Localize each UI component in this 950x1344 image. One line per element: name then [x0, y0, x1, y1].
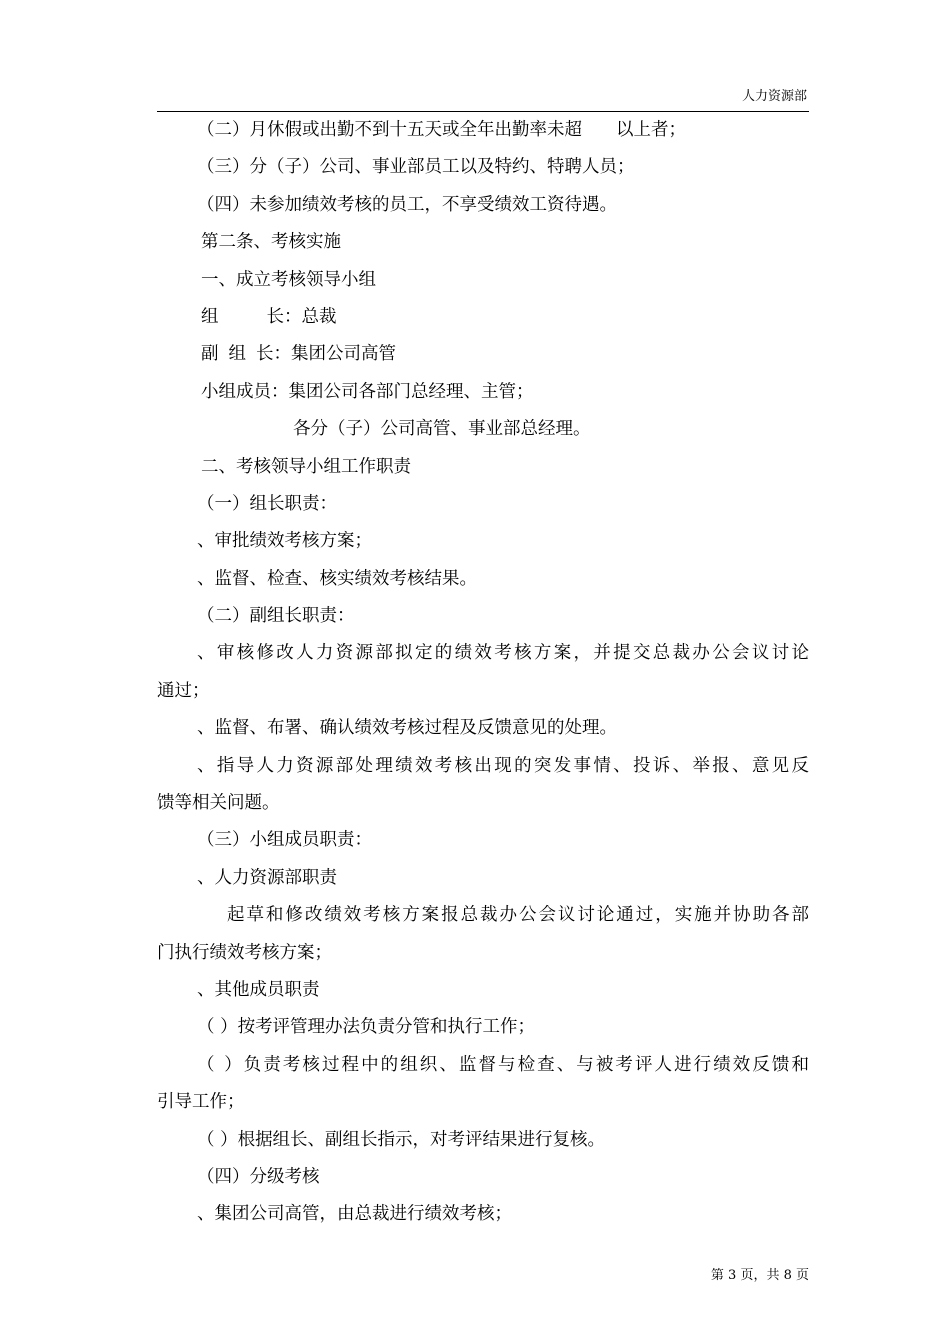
text-line: 、审核修改人力资源部拟定的绩效考核方案，并提交总裁办公会议讨论 [197, 643, 809, 664]
text-fragment: 长：总裁 [266, 306, 337, 327]
subsection-heading: 二、考核领导小组工作职责 [201, 456, 411, 477]
text-line: （二）副组长职责： [197, 606, 355, 627]
page-footer [157, 1268, 809, 1284]
text-line: 、审批绩效考核方案； [197, 531, 372, 552]
text-line: 、人力资源部职责 [197, 867, 337, 888]
text-line: 馈等相关问题。 [157, 793, 280, 814]
text-line: 通过； [157, 680, 210, 701]
text-fragment: （二）月休假或出勤不到十五天或全年出勤率未超 [197, 120, 582, 140]
text-line: 、监督、检查、核实绩效考核结果。 [197, 568, 477, 589]
text-line: 各分（子）公司高管、事业部总经理。 [293, 419, 591, 440]
text-fragment: 组 [201, 306, 219, 327]
page-number: 第 3 页，共 8 页 [710, 1268, 809, 1283]
text-line: （三）小组成员职责： [197, 830, 372, 851]
text-line: 、其他成员职责 [197, 979, 320, 1000]
text-line [157, 112, 809, 149]
text-line: （三）分（子）公司、事业部员工以及特约、特聘人员； [197, 157, 635, 178]
text-line: 引导工作； [157, 1092, 245, 1113]
text-line: 、集团公司高管，由总裁进行绩效考核； [197, 1204, 512, 1225]
text-line: （四）分级考核 [197, 1166, 320, 1187]
page-header [157, 90, 809, 112]
text-line: （ ）根据组长、副组长指示，对考评结果进行复核。 [197, 1129, 606, 1150]
text-line: （四）未参加绩效考核的员工，不享受绩效工资待遇。 [197, 194, 617, 215]
document-body [157, 112, 809, 1234]
text-fragment: 长：集团公司高管 [256, 344, 396, 365]
text-line: 门执行绩效考核方案； [157, 942, 332, 963]
text-line: （一）组长职责： [197, 493, 337, 514]
text-line [157, 336, 809, 373]
section-heading: 第二条、考核实施 [201, 232, 341, 253]
text-fragment: 以上者； [616, 120, 686, 140]
text-fragment: 组 [228, 344, 246, 365]
subsection-heading: 一、成立考核领导小组 [201, 269, 376, 290]
text-line: 、监督、布署、确认绩效考核过程及反馈意见的处理。 [197, 718, 617, 739]
text-line: 、指导人力资源部处理绩效考核出现的突发事情、投诉、举报、意见反 [197, 755, 809, 776]
text-line: （ ）负责考核过程中的组织、监督与检查、与被考评人进行绩效反馈和 [197, 1054, 809, 1075]
text-fragment: 副 [201, 344, 219, 365]
text-line [157, 299, 809, 336]
text-line: 小组成员：集团公司各部门总经理、主管； [201, 381, 534, 402]
text-line: （ ）按考评管理办法负责分管和执行工作； [197, 1017, 536, 1038]
text-line: 起草和修改绩效考核方案报总裁办公会议讨论通过，实施并协助各部 [227, 905, 809, 926]
header-department: 人力资源部 [741, 89, 807, 104]
